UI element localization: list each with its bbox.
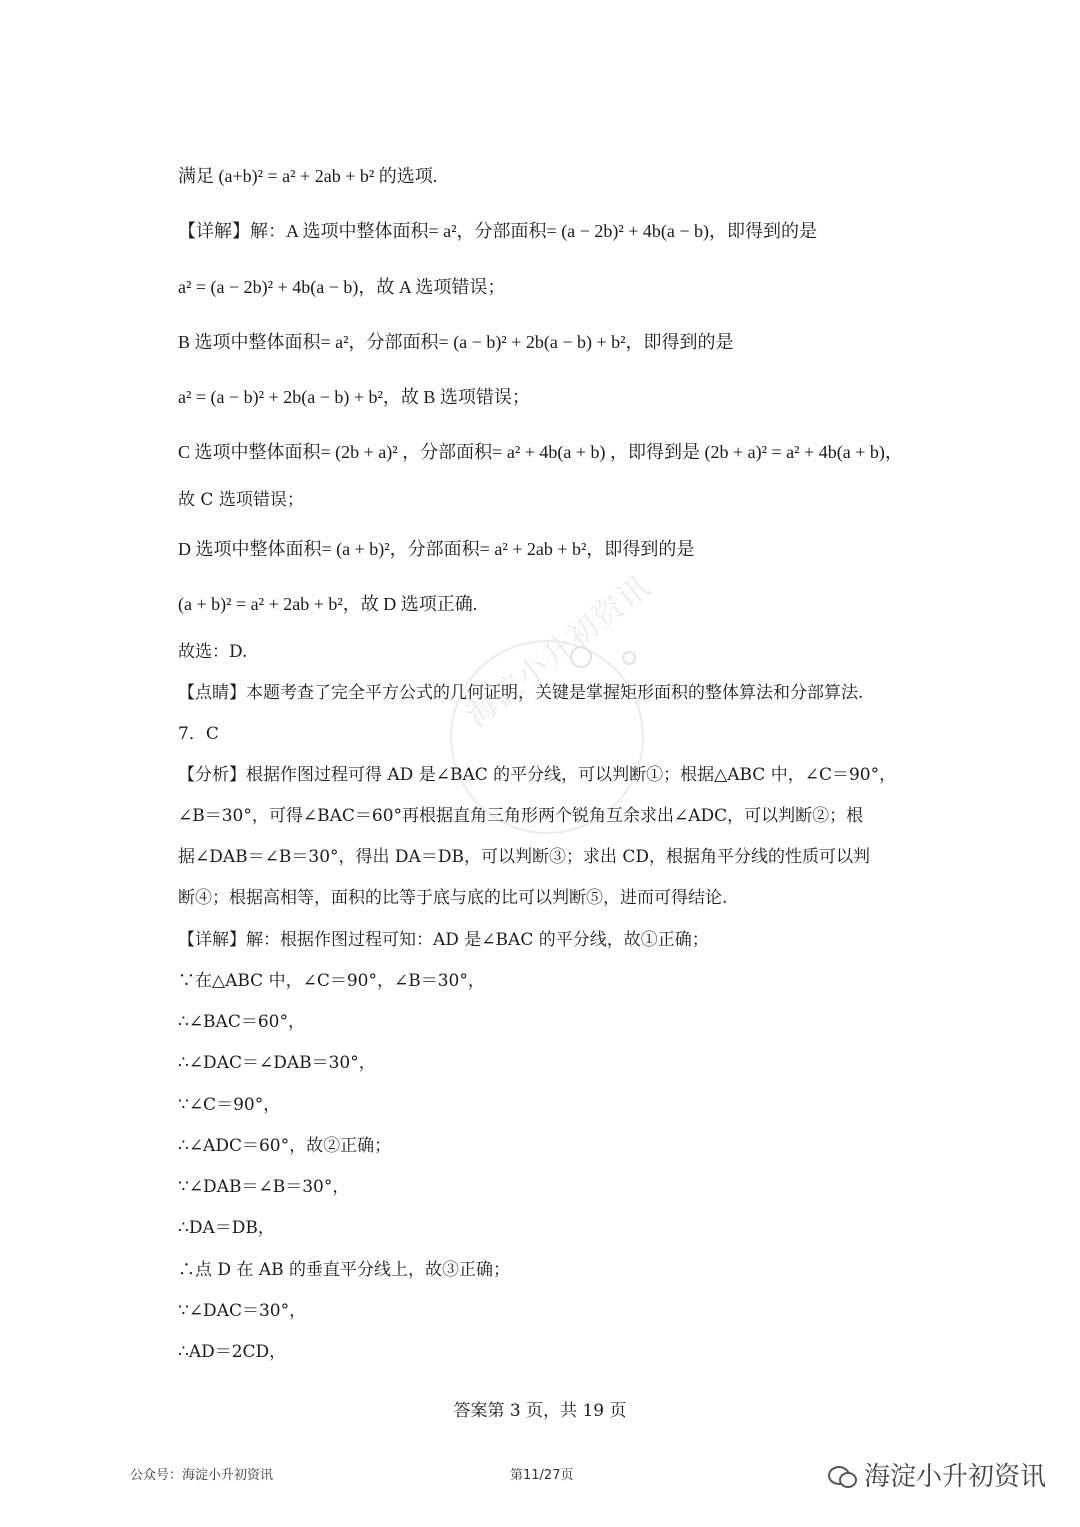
text-line: ∴点 D 在 AB 的垂直平分线上，故③正确； <box>178 1260 511 1280</box>
text-line: ∴∠DAC＝∠DAB＝30°， <box>178 1053 376 1073</box>
text-line: ∴∠ADC＝60°，故②正确； <box>178 1136 392 1156</box>
text-line: ∵∠DAB＝∠B＝30°， <box>178 1177 350 1197</box>
text-line: D 选项中整体面积= (a + b)²，分部面积= a² + 2ab + b²，即得到的是 <box>178 539 695 559</box>
wechat-icon <box>828 1464 856 1486</box>
text-line: a² = (a − 2b)² + 4b(a − b)，故 A 选项错误； <box>178 277 506 297</box>
text-line: ∴DA＝DB， <box>178 1218 275 1238</box>
footer-page-count: 第11/27页 <box>510 1468 574 1483</box>
text-line: C 选项中整体面积= (2b + a)² ，分部面积= a² + 4b(a + b) ，即得到是 (2b + a)² = a² + 4b(a + b)， <box>178 442 903 462</box>
watermark-text: 海淀小升初资讯 <box>459 568 658 734</box>
text-line: ∴∠BAC＝60°， <box>178 1012 305 1032</box>
footer-account: 公众号：海淀小升初资讯 <box>130 1468 274 1483</box>
text-line: 故选：D. <box>178 642 248 662</box>
text-line: 【点睛】本题考查了完全平方公式的几何证明，关键是掌握矩形面积的整体算法和分部算法. <box>178 683 864 703</box>
text-line: 【分析】根据作图过程可得 AD 是∠BAC 的平分线，可以判断①；根据△ABC 中，∠C＝90°， <box>178 765 897 785</box>
text-line: 断④；根据高相等，面积的比等于底与底的比可以判断⑤，进而可得结论. <box>178 888 728 908</box>
text-line: 满足 (a+b)² = a² + 2ab + b² 的选项. <box>178 166 438 186</box>
text-line: ∴AD＝2CD， <box>178 1342 287 1362</box>
text-line: 【详解】解：A 选项中整体面积= a²，分部面积= (a − 2b)² + 4b(a − b)，即得到的是 <box>178 221 817 241</box>
text-line: 据∠DAB＝∠B＝30°，得出 DA＝DB，可以判断③；求出 CD，根据角平分线的性质可以判 <box>178 847 870 867</box>
watermark-dot <box>622 651 636 665</box>
footer-brand <box>828 1456 1046 1493</box>
text-line: 【详解】解：根据作图过程可知：AD 是∠BAC 的平分线，故①正确； <box>178 930 709 950</box>
page-number: 答案第 3 页，共 19 页 <box>453 1401 627 1421</box>
text-line: ∠B＝30°，可得∠BAC＝60°再根据直角三角形两个锐角互余求出∠ADC，可以判断②；根 <box>178 806 864 826</box>
text-line: ∵∠C＝90°， <box>178 1095 281 1115</box>
footer-brand-text: 海淀小升初资讯 <box>864 1462 1047 1492</box>
text-line: a² = (a − b)² + 2b(a − b) + b²，故 B 选项错误； <box>178 387 530 407</box>
text-line: (a + b)² = a² + 2ab + b²，故 D 选项正确. <box>178 594 478 614</box>
text-line: ∵在△ABC 中，∠C＝90°，∠B＝30°， <box>178 971 485 991</box>
question-number: 7．C <box>178 724 219 744</box>
text-line: ∵∠DAC＝30°， <box>178 1301 307 1321</box>
text-line: B 选项中整体面积= a²，分部面积= (a − b)² + 2b(a − b) + b²，即得到的是 <box>178 332 734 352</box>
text-line: 故 C 选项错误； <box>178 490 304 510</box>
